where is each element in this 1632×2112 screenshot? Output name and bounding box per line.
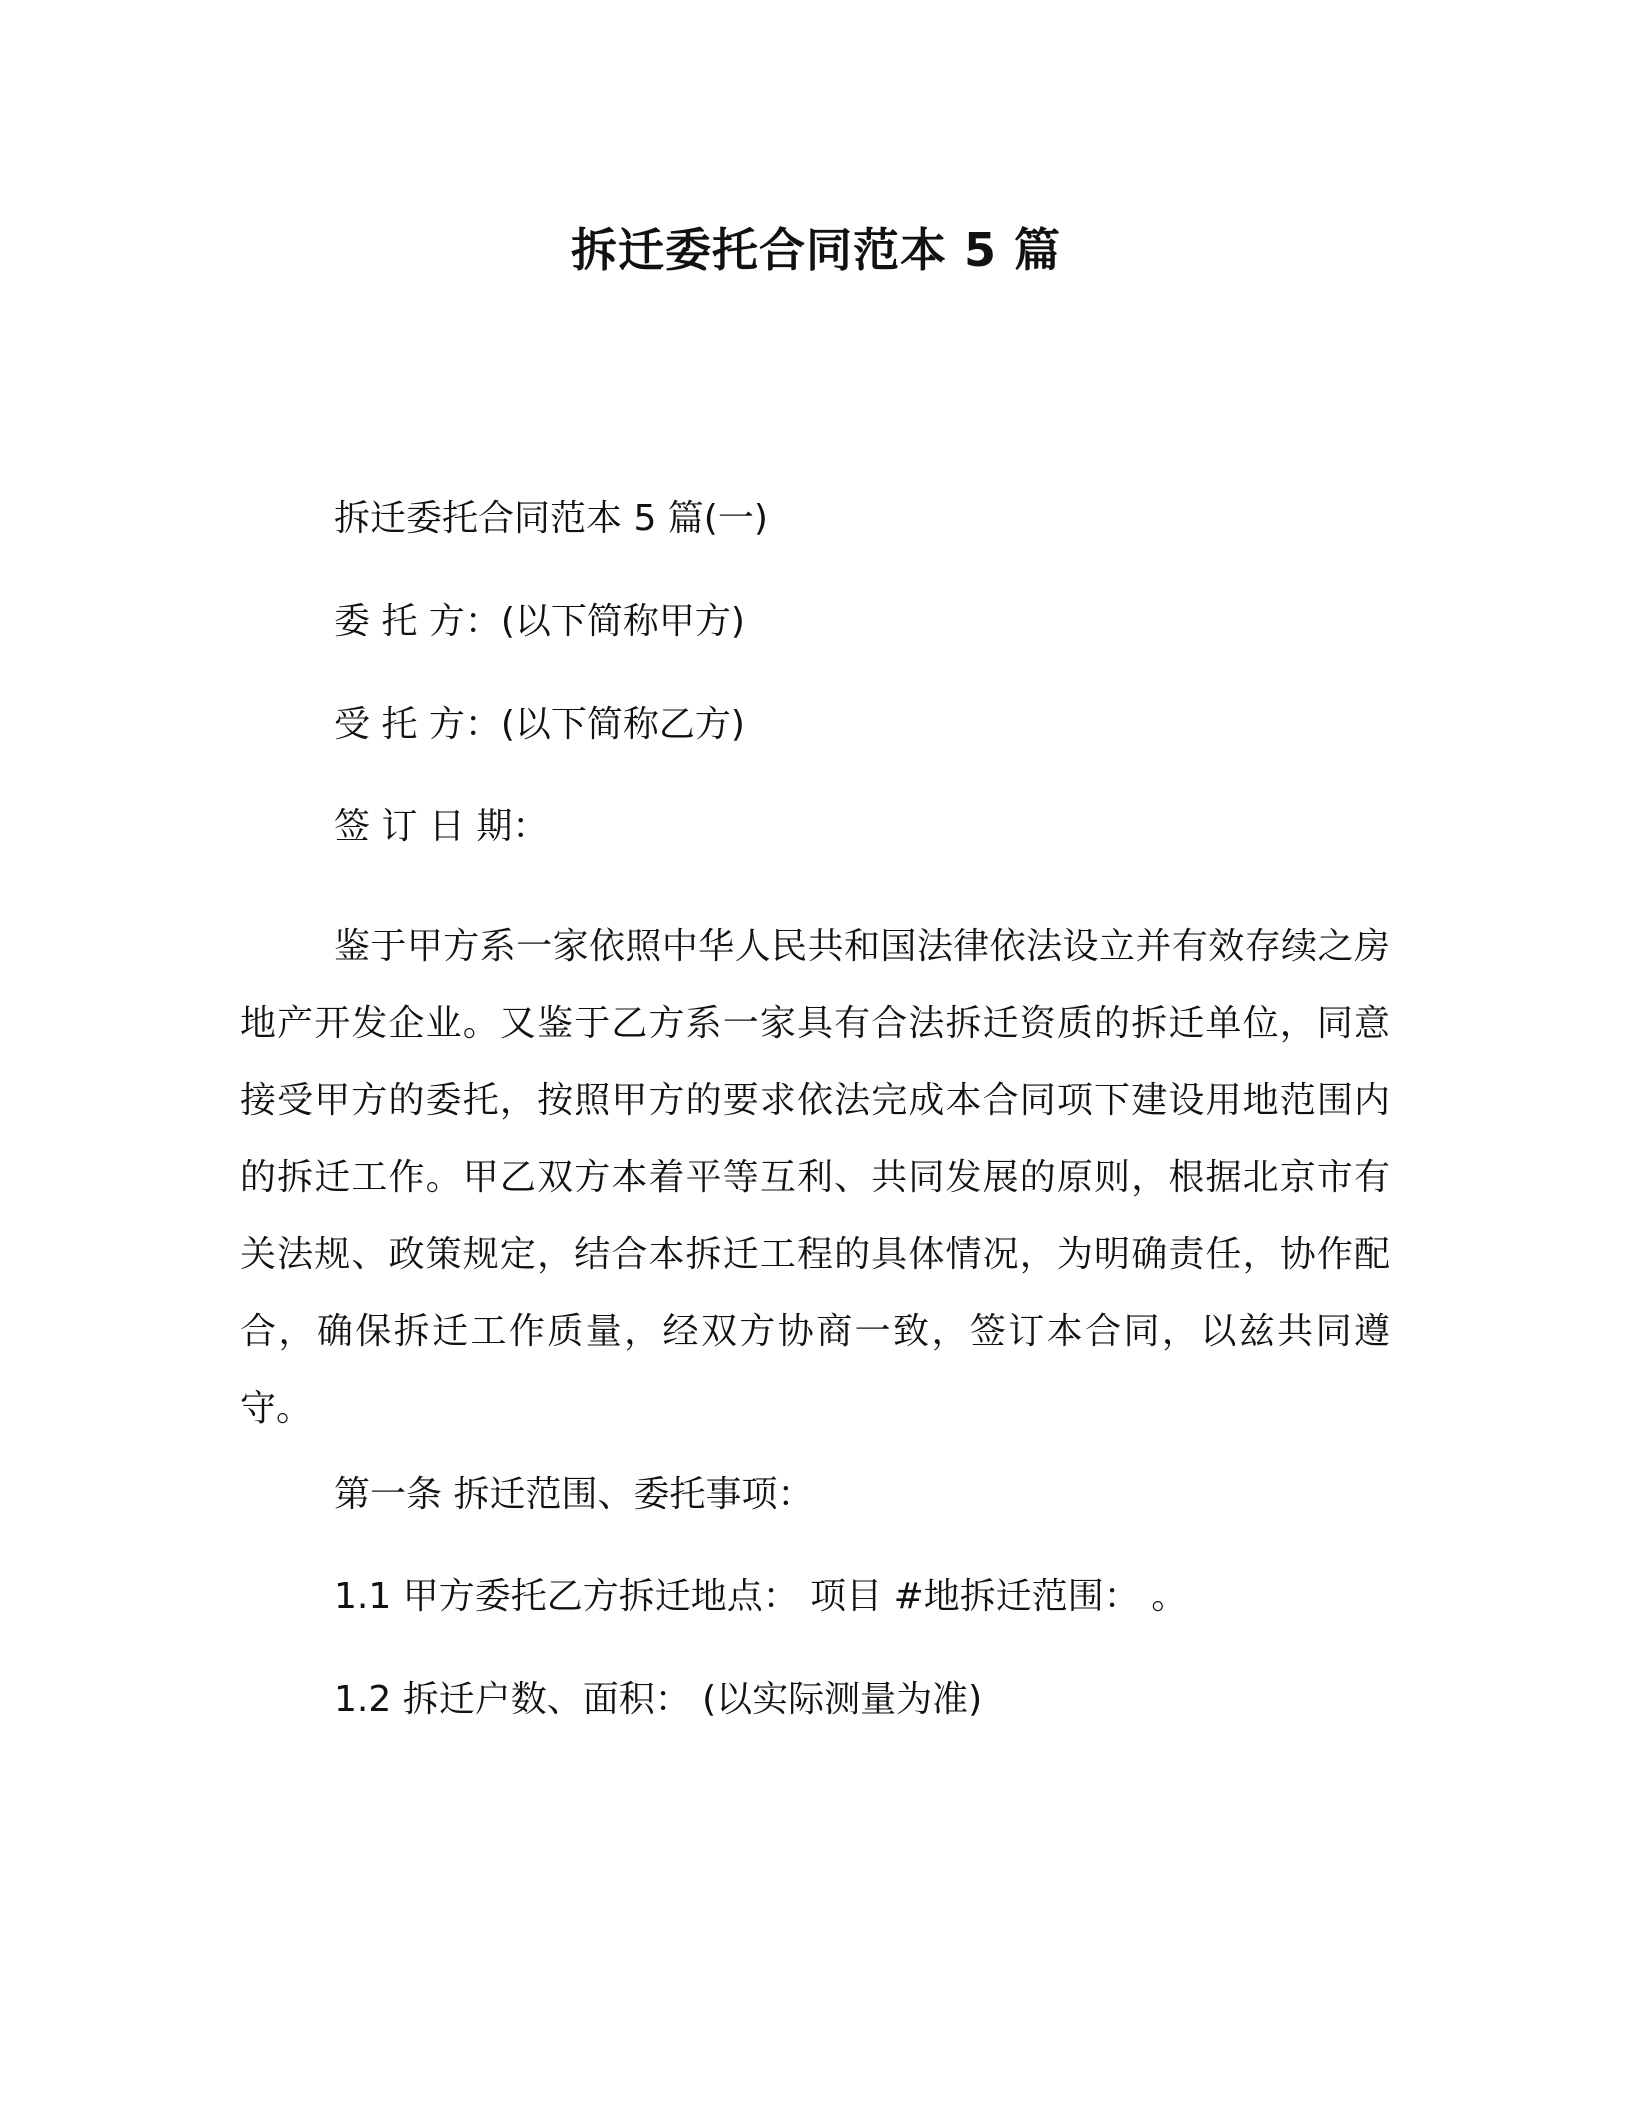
clause-1-2: 1.2 拆迁户数、面积： (以实际测量为准) (334, 1679, 983, 1720)
document-title: 拆迁委托合同范本 5 篇 (570, 223, 1062, 277)
clause-1-1: 1.1 甲方委托乙方拆迁地点： 项目 #地拆迁范围： 。 (334, 1576, 1188, 1617)
preamble-paragraph: 鉴于甲方系一家依照中华人民共和国法律依法设立并有效存续之房地产开发企业。又鉴于乙方系一家具有合法拆迁资质的拆迁单位，同意接受甲方的委托，按照甲方的要求依法完成本合同项下建设用地范围内的拆迁工作。甲乙双方本着平等互利、共同发展的原则，根据北京市有关法规、政策规定，结合本拆迁工程的具体情况，为明确责任，协作配合，确保拆迁工作质量，经双方协商一致，签订本合同，以兹共同遵守。 (240, 926, 1390, 1429)
article-1-heading: 第一条 拆迁范围、委托事项： (334, 1474, 814, 1515)
sign-date-line: 签 订 日 期： (334, 806, 549, 847)
section-heading: 拆迁委托合同范本 5 篇(一) (334, 498, 768, 539)
principal-line: 委 托 方：(以下简称甲方) (334, 601, 745, 642)
agent-line: 受 托 方：(以下简称乙方) (334, 704, 745, 745)
